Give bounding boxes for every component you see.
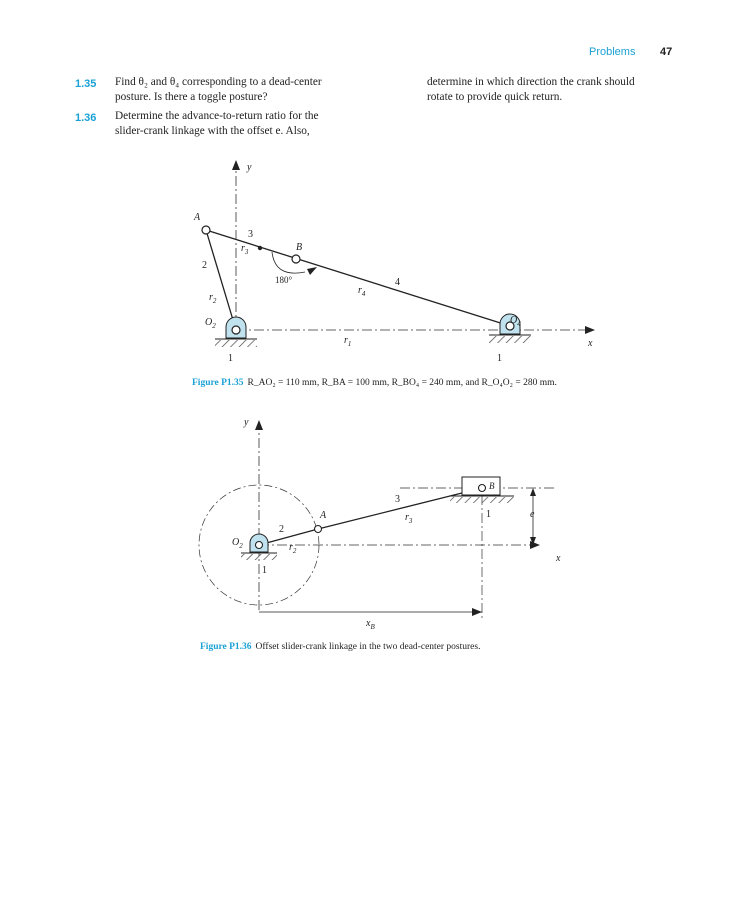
problem-line: Determine the advance-to-return ratio for the (115, 110, 319, 122)
pin-B (292, 255, 300, 263)
figure-p1-35 (0, 150, 737, 390)
x-axis-arrow (585, 326, 595, 334)
figure-label: Figure P1.35 (192, 378, 244, 388)
label-A: A (194, 212, 201, 223)
label-e: e (530, 509, 535, 520)
angle-label: 180° (275, 275, 293, 285)
pin-O2 (232, 326, 240, 334)
ground-hatch (489, 336, 531, 343)
label-r2: $r_2$ (209, 292, 217, 305)
problem-line: determine in which direction the crank should (427, 76, 635, 88)
label-ground-1: 1 (228, 353, 233, 364)
problem-line: posture. Is there a toggle posture? (115, 91, 268, 103)
caption-text: Offset slider-crank linkage in the two dead-center postures. (255, 642, 481, 652)
problem-text (115, 109, 363, 139)
caption-text: R_AO₂ = 110 mm, R_BA = 100 mm, R_BO₄ = 240 mm, and R_O₄O₂ = 280 mm. (247, 378, 557, 388)
problem-number: 1.36 (75, 112, 97, 124)
label-O2: $O_2$ (205, 317, 216, 330)
pin-A (202, 226, 210, 234)
label-ground-1: 1 (497, 353, 502, 364)
link-2 (206, 230, 236, 330)
label-link-2: 2 (202, 260, 207, 271)
problem-number: 1.35 (75, 78, 97, 90)
figure-caption (192, 372, 557, 390)
label-ground-1: 1 (262, 565, 267, 576)
y-axis-label: y (247, 162, 252, 173)
pin-A (315, 526, 322, 533)
problem-line: Find θ₂ and θ₄ corresponding to a dead-center (115, 76, 322, 88)
point-marker (258, 246, 262, 250)
x-axis-label: x (588, 338, 593, 349)
arrow (530, 488, 536, 496)
figure-p1-36 (0, 405, 737, 635)
link-3-4 (206, 230, 510, 326)
label-r2: $r_2$ (289, 542, 297, 555)
arrow (472, 608, 482, 616)
y-axis-arrow (255, 420, 263, 430)
ground-hatch (215, 340, 257, 347)
label-link-3: 3 (395, 494, 400, 505)
label-xB: $x_B$ (366, 618, 375, 631)
pin-O2 (256, 542, 263, 549)
pin-B (479, 485, 486, 492)
label-O4: $O_4$ (510, 315, 521, 328)
angle-arc (272, 252, 305, 273)
running-header-section: Problems (589, 46, 636, 58)
label-link-4: 4 (395, 277, 400, 288)
label-r4: $r_4$ (358, 285, 366, 298)
y-axis-label: y (244, 417, 249, 428)
label-r3: $r_3$ (241, 243, 249, 256)
label-ground-1: 1 (486, 509, 491, 520)
x-axis-arrow (530, 541, 540, 549)
problem-line: slider-crank linkage with the offset e. Also, (115, 125, 310, 137)
figure-label: Figure P1.36 (200, 642, 252, 652)
problem-continuation (427, 75, 675, 105)
label-link-2: 2 (279, 524, 284, 535)
y-axis-arrow (232, 160, 240, 170)
label-B: B (489, 481, 495, 491)
link-3 (318, 488, 482, 529)
ground-hatch (450, 497, 514, 503)
label-r1: $r_1$ (344, 335, 352, 348)
ground-hatch (241, 554, 277, 560)
label-link-3: 3 (248, 229, 253, 240)
label-B: B (296, 242, 303, 253)
figure-caption (200, 636, 480, 654)
problem-text (115, 75, 363, 105)
page-number: 47 (660, 46, 673, 58)
angle-arrow (307, 267, 317, 275)
x-axis-label: x (556, 553, 561, 564)
problem-line: rotate to provide quick return. (427, 91, 563, 103)
label-A: A (320, 510, 327, 521)
label-O2: $O_2$ (232, 537, 243, 550)
label-r3: $r_3$ (405, 512, 413, 525)
